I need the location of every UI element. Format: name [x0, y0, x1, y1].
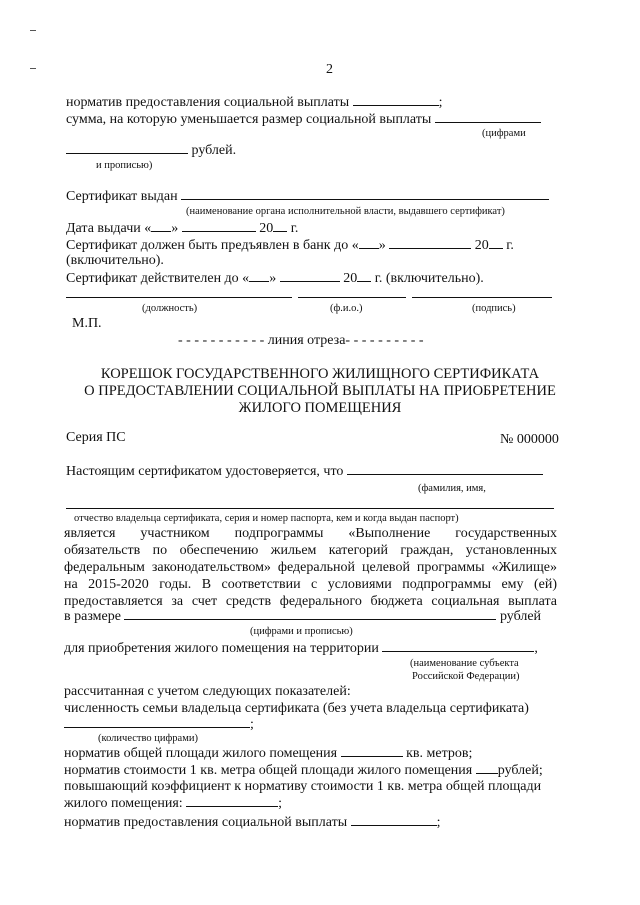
signature-line-fio [298, 297, 406, 298]
issue-date-line [66, 220, 298, 237]
calc-line: рассчитанная с учетом следующих показателей: [64, 684, 351, 699]
territory-label: для приобретения жилого помещения на территории [64, 641, 379, 656]
blank-field [389, 237, 471, 249]
stub-title-1: КОРЕШОК ГОСУДАРСТВЕННОГО ЖИЛИЩНОГО СЕРТИФИКАТА [100, 366, 540, 382]
valid-suffix: г. (включительно). [374, 271, 484, 286]
issued-by-hint: (наименование органа исполнительной власти, выдавшего сертификат) [186, 206, 505, 217]
norm-label-bottom: норматив предоставления социальной выплаты [64, 815, 348, 830]
certifies-line [66, 463, 543, 480]
cut-line: - - - - - - - - - - - линия отреза- - - - - - - - - - [178, 333, 424, 348]
norm-label: норматив предоставления социальной выплаты [66, 95, 350, 110]
blank-field [273, 220, 287, 232]
coef-label: жилого помещения: [64, 796, 183, 811]
norm-line-bottom [64, 814, 441, 831]
blank-field [341, 745, 403, 757]
blank-field [357, 270, 371, 282]
family-line: численность семьи владельца сертификата (без учета владельца сертификата) [64, 701, 529, 716]
area-line [64, 745, 472, 762]
blank-field [249, 270, 269, 282]
blank-field [476, 762, 498, 774]
valid-until-line [66, 270, 484, 287]
paragraph-line: является участником подпрограммы «Выполнение государственных [64, 526, 557, 541]
valid-label: Сертификат действителен до « [66, 271, 250, 286]
blank-field [64, 716, 250, 728]
bank-label: Сертификат должен быть предъявлен в банк до « [66, 238, 359, 253]
signature-hint-fio: (ф.и.о.) [330, 303, 363, 314]
punct: ; [250, 717, 254, 732]
reduction-line [66, 111, 541, 128]
signature-line-position [66, 297, 292, 298]
blank-field [182, 220, 256, 232]
hint-subject-1: (наименование субъекта [410, 658, 519, 669]
coef-line-2 [64, 795, 282, 812]
punct: ; [438, 95, 443, 110]
hint-name: (фамилия, имя, [418, 483, 486, 494]
hint-words: и прописью) [96, 160, 153, 171]
bank-inclusive: (включительно). [66, 253, 164, 268]
issued-by-label: Сертификат выдан [66, 189, 178, 204]
blank-field [353, 94, 439, 106]
rubles-line [66, 142, 236, 159]
valid-quote: » [269, 271, 277, 286]
blank-field [181, 188, 549, 200]
blank-field [435, 111, 541, 123]
rubles-label: рублей. [191, 143, 237, 158]
bank-quote: » [378, 238, 386, 253]
area-unit: кв. метров; [406, 746, 473, 761]
page-number: 2 [326, 62, 333, 77]
reduction-label: сумма, на которую уменьшается размер социальной выплаты [66, 112, 432, 127]
signature-hint-position: (должность) [142, 303, 198, 314]
paragraph-line: предоставляется за счет средств федерального бюджета социальная выплата [64, 594, 557, 609]
hint-passport: отчество владельца сертификата, серия и номер паспорта, кем и когда выдан паспорт) [74, 513, 459, 524]
scan-mark [30, 68, 36, 69]
issued-by-line [66, 188, 549, 205]
punct: ; [436, 815, 441, 830]
hint-subject-2: Российской Федерации) [412, 671, 520, 682]
punct: ; [278, 796, 283, 811]
certificate-number: № 000000 [500, 432, 559, 447]
date-suffix: г. [290, 221, 299, 236]
hint-count: (количество цифрами) [98, 733, 198, 744]
date-year: 20 [259, 221, 274, 236]
amount-rubles: рублей [499, 609, 542, 624]
cost-unit: рублей; [497, 763, 543, 778]
stub-title-3: ЖИЛОГО ПОМЕЩЕНИЯ [238, 400, 402, 416]
hint-digits: (цифрами [482, 128, 526, 139]
cost-label: норматив стоимости 1 кв. метра общей площади жилого помещения [64, 763, 473, 778]
blank-field [66, 142, 188, 154]
norm-line-top [66, 94, 443, 111]
blank-field [382, 640, 534, 652]
amount-label: в размере [64, 609, 121, 624]
blank-field [351, 814, 437, 826]
amount-line [64, 608, 541, 625]
paragraph-line: на 2015-2020 годы. В соответствии с условиями подпрограммы ему (ей) [64, 577, 557, 592]
bank-year: 20 [474, 238, 489, 253]
coef-line-1: повышающий коэффициент к нормативу стоимости 1 кв. метра общей площади [64, 779, 542, 794]
blank-field [151, 220, 171, 232]
hint-amount: (цифрами и прописью) [250, 626, 353, 637]
area-label: норматив общей площади жилого помещения [64, 746, 338, 761]
blank-field [347, 463, 543, 475]
seal-label: М.П. [72, 316, 102, 331]
family-count-line [64, 716, 254, 733]
bank-deadline-line [66, 237, 514, 254]
valid-year: 20 [343, 271, 358, 286]
territory-line [64, 640, 538, 657]
stub-title-2: О ПРЕДОСТАВЛЕНИИ СОЦИАЛЬНОЙ ВЫПЛАТЫ НА ПРИОБРЕТЕНИЕ [84, 383, 556, 399]
blank-field [186, 795, 278, 807]
bank-suffix: г. [506, 238, 514, 253]
blank-field [359, 237, 379, 249]
paragraph-line: обязательств по обеспечению жильем категорий граждан, установленных [64, 543, 557, 558]
passport-line [66, 508, 554, 509]
scan-mark [30, 30, 36, 31]
blank-field [124, 608, 496, 620]
date-quote: » [171, 221, 179, 236]
paragraph-line: федеральным законодательством» федеральной целевой программы «Жилище» [64, 560, 557, 575]
signature-hint-sign: (подпись) [472, 303, 516, 314]
blank-field [280, 270, 340, 282]
certifies-label: Настоящим сертификатом удостоверяется, что [66, 464, 344, 479]
signature-line-sign [412, 297, 552, 298]
blank-field [489, 237, 503, 249]
cost-line [64, 762, 543, 779]
punct: , [534, 641, 538, 656]
series-label: Серия ПС [66, 430, 126, 445]
date-label: Дата выдачи « [66, 221, 152, 236]
